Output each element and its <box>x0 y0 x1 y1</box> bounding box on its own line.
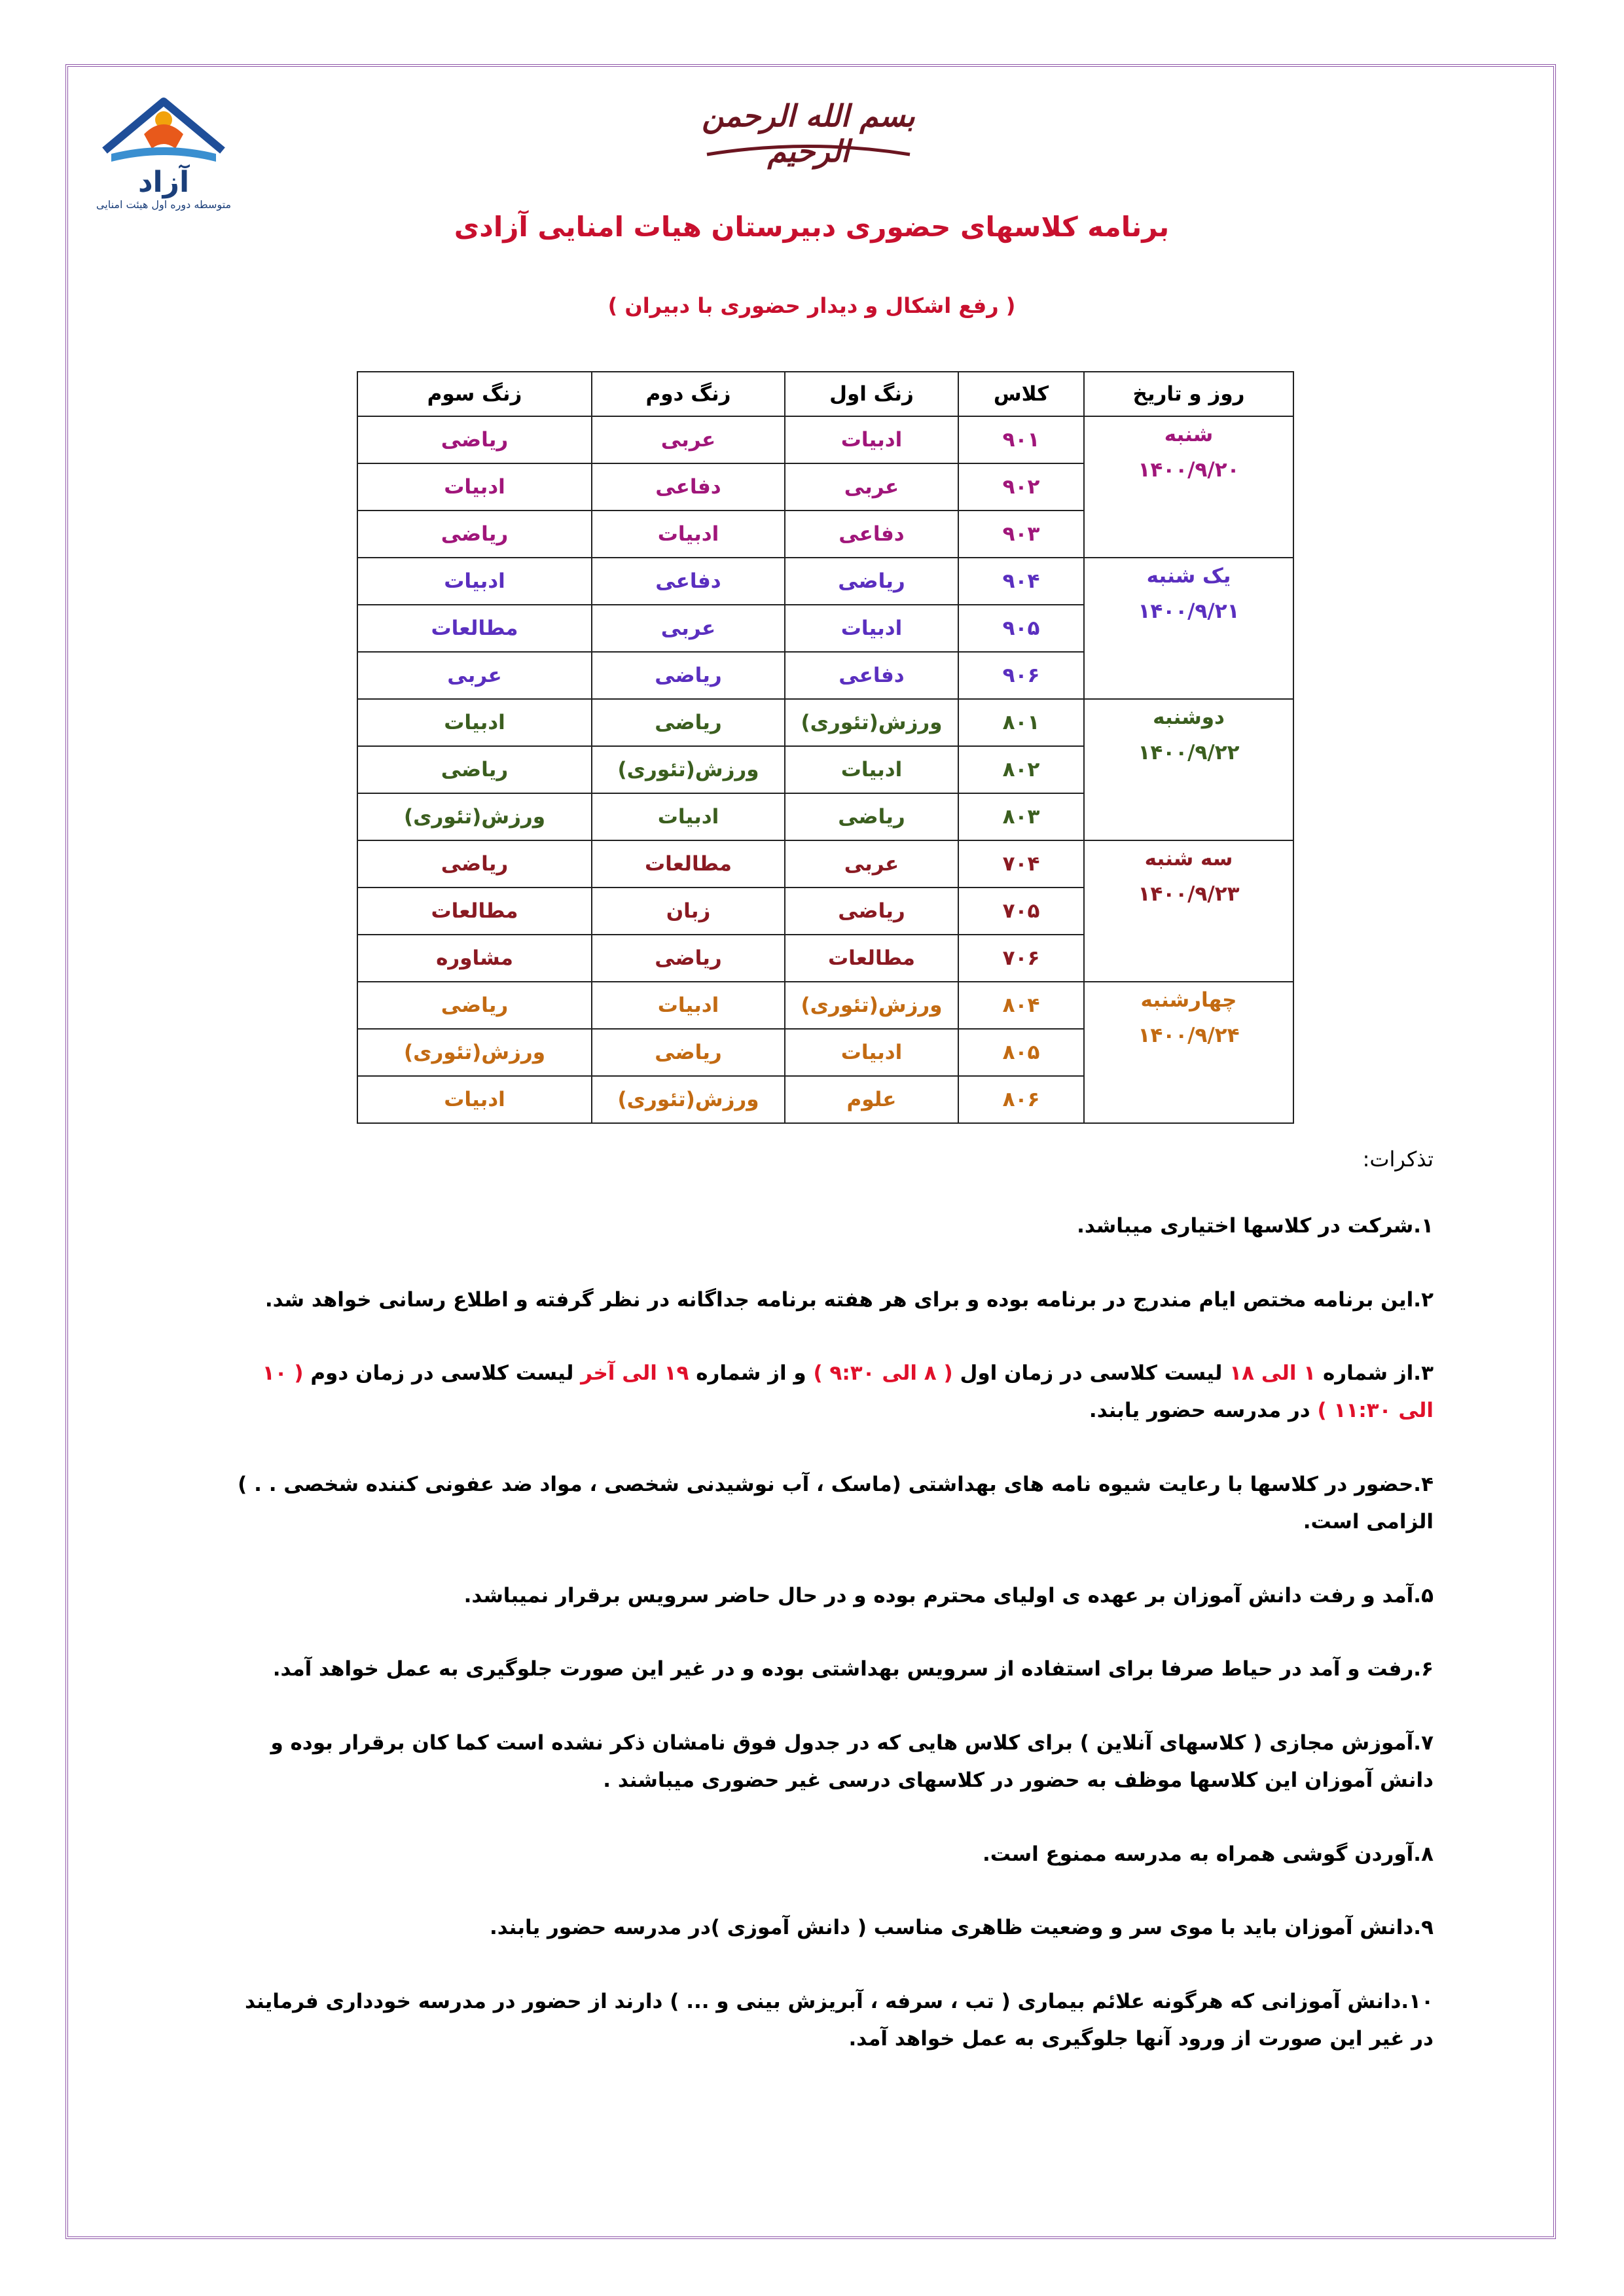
bell1-subject: ریاضی <box>785 793 958 840</box>
class-number: ۸۰۳ <box>958 793 1084 840</box>
table-header-row <box>357 372 1293 416</box>
bell1-subject: مطالعات <box>785 935 958 982</box>
day-date: ۱۴۰۰/۹/۲۱ <box>1138 600 1240 623</box>
day-name: شنبه <box>1164 423 1214 446</box>
bell3-subject: ورزش(تئوری) <box>357 793 592 840</box>
note-3-text: لیست کلاسی در زمان اول <box>952 1361 1230 1385</box>
bell2-subject: ادبیات <box>592 511 785 558</box>
table-row <box>357 840 1293 888</box>
bell2-subject: ادبیات <box>592 793 785 840</box>
note-5: ۵.آمد و رفت دانش آموزان بر عهده ی اولیای محترم بوده و در حال حاضر سرویس برقرار نمیباشد. <box>463 1584 1434 1607</box>
header-bell3: زنگ سوم <box>357 372 592 416</box>
bell2-subject: دفاعی <box>592 463 785 511</box>
bell3-subject: عربی <box>357 652 592 699</box>
class-number: ۹۰۶ <box>958 652 1084 699</box>
note-6: ۶.رفت و آمد در حیاط صرفا برای استفاده از سرویس بهداشتی بوده و در غیر این صورت جلوگیری به عمل خواهد آمد. <box>272 1657 1434 1681</box>
class-number: ۹۰۱ <box>958 416 1084 463</box>
bell1-subject: ریاضی <box>785 888 958 935</box>
note-10: ۱۰.دانش آموزانی که هرگونه علائم بیماری ( تب ، سرفه ، آبریزش بینی و ... ) دارند از حضور در مدرسه خودداری فرمایند در غیر این صورت از ورود آنها جلوگیری به عمل خواهد آمد. <box>245 1990 1434 2051</box>
table-row <box>357 982 1293 1029</box>
note-4: ۴.حضور در کلاسها با رعایت شیوه نامه های بهداشتی (ماسک ، آب نوشیدنی شخصی ، مواد ضد عفونی کننده شخصی . . ) الزامی است. <box>238 1473 1434 1534</box>
header-day: روز و تاریخ <box>1084 372 1293 416</box>
bell3-subject: ادبیات <box>357 558 592 605</box>
bell1-subject: دفاعی <box>785 652 958 699</box>
notes-title: تذکرات: <box>1362 1147 1434 1172</box>
logo-text: آزاد <box>137 166 190 199</box>
bell3-subject: ورزش(تئوری) <box>357 1029 592 1076</box>
class-number: ۸۰۴ <box>958 982 1084 1029</box>
bell2-subject: ادبیات <box>592 982 785 1029</box>
class-number: ۹۰۲ <box>958 463 1084 511</box>
header-bell1: زنگ اول <box>785 372 958 416</box>
day-cell <box>1084 840 1293 982</box>
logo-emblem-icon <box>92 88 236 167</box>
note-3 <box>229 1355 1434 1429</box>
bell2-subject: دفاعی <box>592 558 785 605</box>
calligraphy-flourish-icon <box>694 141 923 168</box>
class-number: ۷۰۵ <box>958 888 1084 935</box>
school-logo <box>92 88 236 211</box>
class-number: ۷۰۴ <box>958 840 1084 888</box>
day-cell <box>1084 982 1293 1123</box>
bell3-subject: مطالعات <box>357 605 592 652</box>
bell1-subject: ادبیات <box>785 746 958 793</box>
class-number: ۹۰۵ <box>958 605 1084 652</box>
bell1-subject: ریاضی <box>785 558 958 605</box>
bell2-subject: ورزش(تئوری) <box>592 1076 785 1123</box>
note-7: ۷.آموزش مجازی ( کلاسهای آنلاین ) برای کلاس هایی که در جدول فوق نامشان ذکر نشده است کما کان برقرار بوده و دانش آموزان این کلاسها موظف به حضور در کلاسهای درسی غیر حضوری میباشند . <box>270 1731 1434 1792</box>
logo-subtext: متوسطه دوره اول هیئت امنایی <box>96 198 232 211</box>
day-cell <box>1084 416 1293 558</box>
note-9: ۹.دانش آموزان باید با موی سر و وضعیت ظاهری مناسب ( دانش آموزی )در مدرسه حضور یابند. <box>489 1916 1434 1939</box>
bell1-subject: ادبیات <box>785 605 958 652</box>
class-number: ۹۰۴ <box>958 558 1084 605</box>
bell3-subject: ریاضی <box>357 982 592 1029</box>
day-date: ۱۴۰۰/۹/۲۲ <box>1138 741 1240 764</box>
bell3-subject: ادبیات <box>357 1076 592 1123</box>
bell2-subject: ریاضی <box>592 1029 785 1076</box>
bell2-subject: مطالعات <box>592 840 785 888</box>
note-3-text: لیست کلاسی در زمان دوم <box>303 1361 581 1385</box>
bell2-subject: عربی <box>592 605 785 652</box>
note-3-text: و از شماره <box>689 1361 814 1385</box>
bell2-subject: عربی <box>592 416 785 463</box>
header-class: کلاس <box>958 372 1084 416</box>
bell2-subject: ریاضی <box>592 935 785 982</box>
day-date: ۱۴۰۰/۹/۲۴ <box>1138 1024 1240 1047</box>
bell3-subject: ریاضی <box>357 746 592 793</box>
basmala <box>694 85 923 170</box>
note-3-highlight: ۱۹ الی آخر <box>581 1361 689 1385</box>
bell3-subject: ریاضی <box>357 511 592 558</box>
table-row <box>357 416 1293 463</box>
bell3-subject: مطالعات <box>357 888 592 935</box>
day-cell <box>1084 699 1293 840</box>
bell1-subject: دفاعی <box>785 511 958 558</box>
note-2: ۲.این برنامه مختص ایام مندرج در برنامه بوده و برای هر هفته برنامه جداگانه در نظر گرفته و اطلاع رسانی خواهد شد. <box>264 1288 1434 1312</box>
page-subtitle: ( رفع اشکال و دیدار حضوری با دبیران ) <box>607 293 1016 318</box>
note-3-highlight: ( ۱۰ الی ۱۱:۳۰ ) <box>262 1361 1434 1422</box>
bell1-subject: ادبیات <box>785 416 958 463</box>
header-bell2: زنگ دوم <box>592 372 785 416</box>
bell1-subject: علوم <box>785 1076 958 1123</box>
note-3-highlight: ( ۸ الی ۹:۳۰ ) <box>813 1361 953 1385</box>
day-name: دوشنبه <box>1153 706 1225 729</box>
class-number: ۷۰۶ <box>958 935 1084 982</box>
day-date: ۱۴۰۰/۹/۲۰ <box>1138 458 1240 482</box>
bell2-subject: ریاضی <box>592 699 785 746</box>
bell2-subject: ورزش(تئوری) <box>592 746 785 793</box>
bell2-subject: ریاضی <box>592 652 785 699</box>
bell1-subject: عربی <box>785 840 958 888</box>
basmala-text: بسم الله الرحمن الرحیم <box>702 98 915 169</box>
bell3-subject: مشاوره <box>357 935 592 982</box>
note-8: ۸.آوردن گوشی همراه به مدرسه ممنوع است. <box>983 1842 1434 1866</box>
page-title: برنامه کلاسهای حضوری دبیرستان هیات امنایی آزادی <box>454 211 1170 243</box>
day-name: چهارشنبه <box>1140 988 1237 1012</box>
table-row <box>357 699 1293 746</box>
schedule-table <box>357 371 1294 1124</box>
day-name: یک شنبه <box>1146 564 1231 588</box>
day-date: ۱۴۰۰/۹/۲۳ <box>1138 882 1240 906</box>
note-3-text: ۳.از شماره <box>1316 1361 1434 1385</box>
bell2-subject: زبان <box>592 888 785 935</box>
class-number: ۹۰۳ <box>958 511 1084 558</box>
bell3-subject: ادبیات <box>357 463 592 511</box>
note-3-highlight: ۱ الی ۱۸ <box>1229 1361 1316 1385</box>
class-number: ۸۰۶ <box>958 1076 1084 1123</box>
bell1-subject: ادبیات <box>785 1029 958 1076</box>
day-cell <box>1084 558 1293 699</box>
class-number: ۸۰۲ <box>958 746 1084 793</box>
class-number: ۸۰۵ <box>958 1029 1084 1076</box>
table-row <box>357 558 1293 605</box>
note-3-text: در مدرسه حضور یابند. <box>1089 1399 1318 1422</box>
note-1: ۱.شرکت در کلاسها اختیاری میباشد. <box>1077 1214 1434 1238</box>
bell1-subject: عربی <box>785 463 958 511</box>
bell1-subject: ورزش(تئوری) <box>785 982 958 1029</box>
bell3-subject: ریاضی <box>357 840 592 888</box>
bell3-subject: ریاضی <box>357 416 592 463</box>
day-name: سه شنبه <box>1144 847 1233 870</box>
bell3-subject: ادبیات <box>357 699 592 746</box>
class-number: ۸۰۱ <box>958 699 1084 746</box>
bell1-subject: ورزش(تئوری) <box>785 699 958 746</box>
